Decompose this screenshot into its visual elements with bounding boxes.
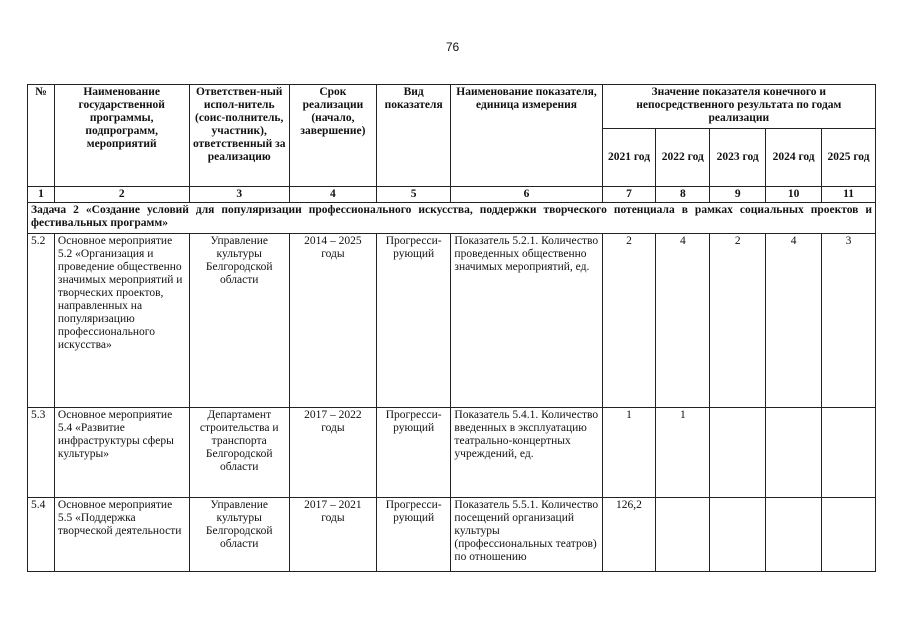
value-2023 (710, 408, 766, 498)
task-title: Задача 2 «Создание условий для популяризации профессионального искусства, поддержки творческого потенциала в рамках социальных проектов и фестивальных программ» (28, 203, 876, 234)
header-indicator: Наименование показателя, единица измерения (451, 85, 602, 187)
column-number-row (28, 187, 876, 203)
table-row (28, 408, 876, 498)
column-number: 5 (376, 187, 451, 203)
header-no: № (28, 85, 55, 187)
value-2021: 126,2 (602, 498, 656, 572)
header-name: Наименование государственной программы, подпрограмм, мероприятий (54, 85, 189, 187)
indicator-name: Показатель 5.4.1. Количество введенных в эксплуатацию театрально-концертных учреждений, ед. (451, 408, 602, 498)
program-table (27, 84, 876, 572)
executor: Департамент строительства и транспорта Белгородской области (189, 408, 289, 498)
period: 2014 – 2025 годы (289, 234, 376, 408)
column-number: 7 (602, 187, 656, 203)
header-year-2025: 2025 год (822, 129, 876, 187)
value-2022: 4 (656, 234, 710, 408)
indicator-name: Показатель 5.2.1. Количество проведенных общественно значимых мероприятий, ед. (451, 234, 602, 408)
indicator-type: Прогресси-рующий (376, 498, 451, 572)
header-period: Срок реализации (начало, завершение) (289, 85, 376, 187)
row-number: 5.4 (28, 498, 55, 572)
indicator-type: Прогресси-рующий (376, 234, 451, 408)
indicator-type: Прогресси-рующий (376, 408, 451, 498)
indicator-name: Показатель 5.5.1. Количество посещений организаций культуры (профессиональных театров) по отношению (451, 498, 602, 572)
header-year-2022: 2022 год (656, 129, 710, 187)
column-number: 3 (189, 187, 289, 203)
value-2022 (656, 498, 710, 572)
column-number: 4 (289, 187, 376, 203)
column-number: 10 (766, 187, 822, 203)
value-2023 (710, 498, 766, 572)
value-2022: 1 (656, 408, 710, 498)
event-name: Основное мероприятие 5.2 «Организация и проведение общественно значимых мероприятий и творческих проектов, направленных на популяризацию профессионального искусства» (54, 234, 189, 408)
row-number: 5.3 (28, 408, 55, 498)
header-executor: Ответствен-ный испол-нитель (соис-полнитель, участник), ответственный за реализацию (189, 85, 289, 187)
task-row (28, 203, 876, 234)
value-2021: 2 (602, 234, 656, 408)
header-year-2023: 2023 год (710, 129, 766, 187)
period: 2017 – 2022 годы (289, 408, 376, 498)
header-values-group: Значение показателя конечного и непосредственного результата по годам реализации (602, 85, 875, 129)
event-name: Основное мероприятие 5.4 «Развитие инфраструктуры сферы культуры» (54, 408, 189, 498)
value-2024: 4 (766, 234, 822, 408)
table-row (28, 498, 876, 572)
column-number: 8 (656, 187, 710, 203)
value-2021: 1 (602, 408, 656, 498)
column-number: 1 (28, 187, 55, 203)
value-2025: 3 (822, 234, 876, 408)
row-number: 5.2 (28, 234, 55, 408)
event-name: Основное мероприятие 5.5 «Поддержка творческой деятельности (54, 498, 189, 572)
value-2025 (822, 498, 876, 572)
executor: Управление культуры Белгородской области (189, 498, 289, 572)
value-2025 (822, 408, 876, 498)
header-year-2021: 2021 год (602, 129, 656, 187)
table-row (28, 234, 876, 408)
executor: Управление культуры Белгородской области (189, 234, 289, 408)
column-number: 2 (54, 187, 189, 203)
value-2023: 2 (710, 234, 766, 408)
column-number: 6 (451, 187, 602, 203)
value-2024 (766, 498, 822, 572)
page-number: 76 (445, 40, 460, 54)
value-2024 (766, 408, 822, 498)
column-number: 9 (710, 187, 766, 203)
header-type: Вид показателя (376, 85, 451, 187)
period: 2017 – 2021 годы (289, 498, 376, 572)
column-number: 11 (822, 187, 876, 203)
header-year-2024: 2024 год (766, 129, 822, 187)
